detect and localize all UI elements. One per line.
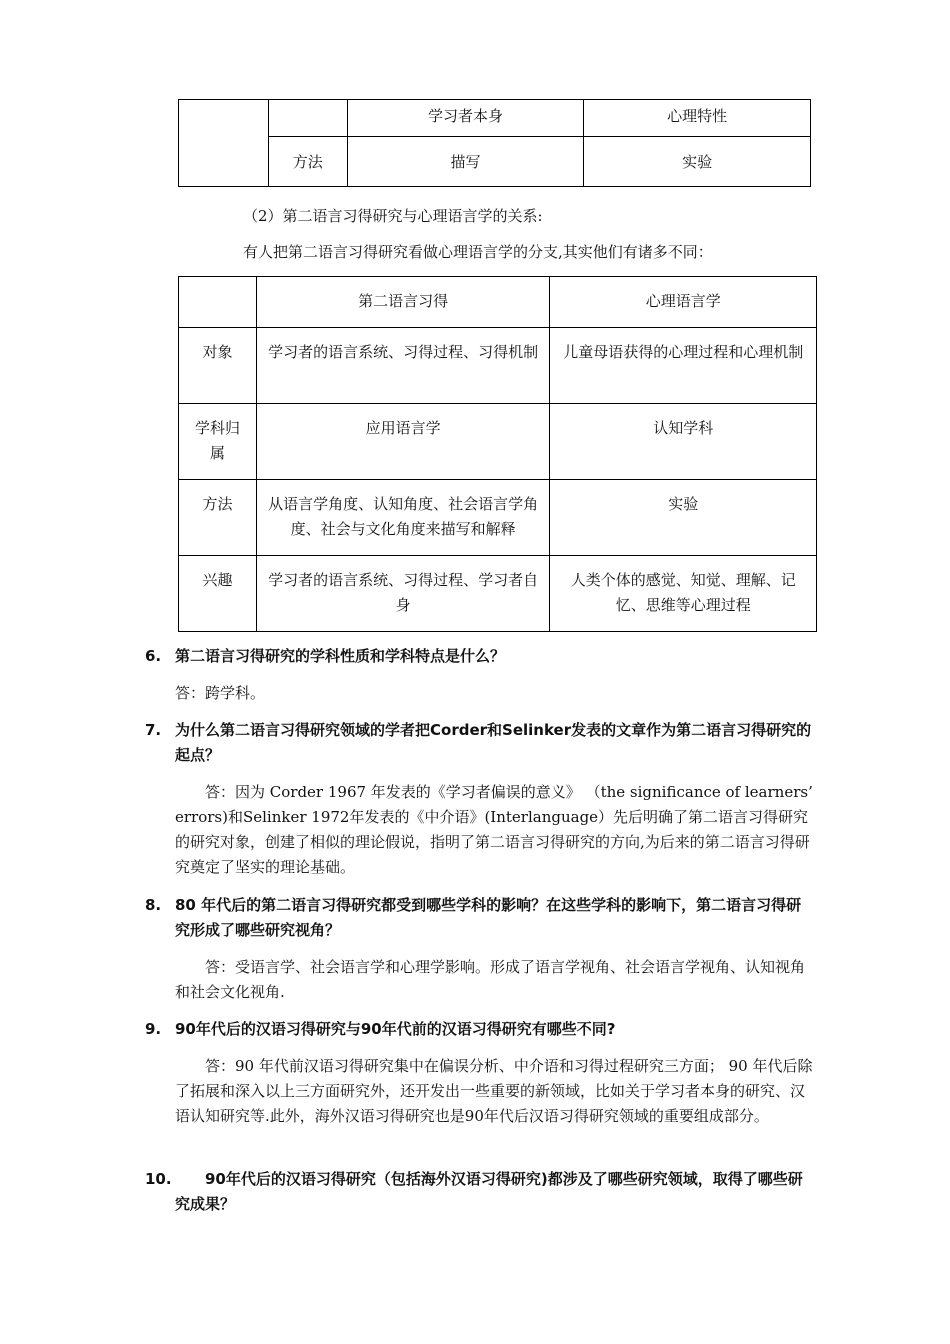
question-number: 10. <box>145 1170 172 1188</box>
answer-9: 答：90 年代前汉语习得研究集中在偏误分析、中介语和习得过程研究三方面； 90 年代后除了拓展和深入以上三方面研究外，还开发出一些重要的新领域，比如关于学习者本身的研究、汉语认知研究等.此外，海外汉语习得研究也是90年代后汉语习得研究领域的重要组成部分。 <box>175 1057 813 1125</box>
question-text: 90年代后的汉语习得研究（包括海外汉语习得研究)都涉及了哪些研究领域，取得了哪些研究成果？ <box>175 1170 803 1213</box>
answer-7: 答：因为 Corder 1967 年发表的《学习者偏误的意义》 （the significance of learners’ errors)和Selinker 1972年发表的《中介语》(Interlanguage）先后明确了第二语言习得研究的研究对象，创建了相似的理论假说，指明了第二语言习得研究的方向,为后来的第二语言习得研究奠定了坚实的理论基础。 <box>175 783 813 876</box>
table2-header: 心理语言学 <box>550 277 817 328</box>
table2-row-label: 兴趣 <box>179 556 257 632</box>
table2-cell: 学习者的语言系统、习得过程、学习者自身 <box>256 556 550 632</box>
comparison-table-top <box>178 99 811 187</box>
answer-8: 答：受语言学、社会语言学和心理学影响。形成了语言学视角、社会语言学视角、认知视角和社会文化视角. <box>175 958 806 1001</box>
table1-row-label: 方法 <box>268 137 347 187</box>
table1-cell: 实验 <box>584 137 811 187</box>
table1-blank-cell <box>179 100 269 187</box>
table2-row-label: 学科归属 <box>179 404 257 480</box>
table2-cell: 实验 <box>550 480 817 556</box>
question-text: 为什么第二语言习得研究领域的学者把Corder和Selinker发表的文章作为第二语言习得研究的起点？ <box>175 721 812 764</box>
table1-cell: 学习者本身 <box>347 100 584 137</box>
question-number: 8. <box>145 896 162 914</box>
table2-cell: 人类个体的感觉、知觉、理解、记忆、思维等心理过程 <box>550 556 817 632</box>
answer-6: 答：跨学科。 <box>175 684 266 702</box>
table1-cell: 心理特性 <box>584 100 811 137</box>
table1-cell: 描写 <box>347 137 584 187</box>
table1-cell <box>268 100 347 137</box>
question-text: 90年代后的汉语习得研究与90年代前的汉语习得研究有哪些不同? <box>175 1020 616 1038</box>
table2-header: 第二语言习得 <box>256 277 550 328</box>
question-number: 7. <box>145 721 162 739</box>
table2-row-label: 方法 <box>179 480 257 556</box>
section-intro: 有人把第二语言习得研究看做心理语言学的分支,其实他们有诸多不同： <box>243 243 713 261</box>
table2-header <box>179 277 257 328</box>
table2-cell: 儿童母语获得的心理过程和心理机制 <box>550 328 817 404</box>
table2-cell: 应用语言学 <box>256 404 550 480</box>
section-heading: （2）第二语言习得研究与心理语言学的关系: <box>243 207 543 225</box>
question-text: 80 年代后的第二语言习得研究都受到哪些学科的影响？在这些学科的影响下，第二语言习得研究形成了哪些研究视角？ <box>175 896 802 939</box>
sla-vs-psycholinguistics-table <box>178 276 817 632</box>
table2-row-label: 对象 <box>179 328 257 404</box>
table2-cell: 从语言学角度、认知角度、社会语言学角度、社会与文化角度来描写和解释 <box>256 480 550 556</box>
table2-cell: 认知学科 <box>550 404 817 480</box>
question-number: 9. <box>145 1020 162 1038</box>
question-number: 6. <box>145 647 162 665</box>
table2-cell: 学习者的语言系统、习得过程、习得机制 <box>256 328 550 404</box>
question-text: 第二语言习得研究的学科性质和学科特点是什么？ <box>175 647 506 665</box>
